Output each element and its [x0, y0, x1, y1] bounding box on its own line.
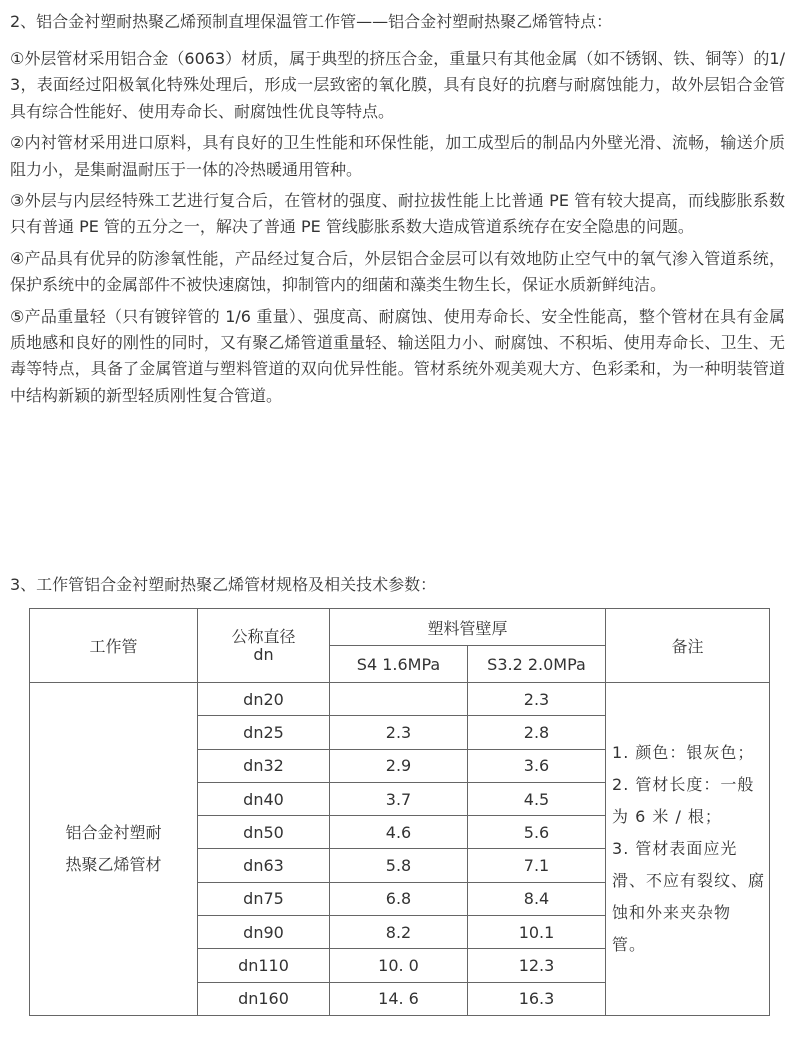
header-remarks: 备注 [606, 609, 770, 683]
feature-paragraph-5: ⑤产品重量轻（只有镀锌管的 1/6 重量）、强度高、耐腐蚀、使用寿命长、安全性能高，整个管材在具有金属质地感和良好的刚性的同时，又有聚乙烯管道重量轻、输送阻力小、耐腐蚀、不积垢、使用寿命长、卫生、无毒等特点，具备了金属管道与塑料管道的双向优异性能。管材系统外观美观大方、色彩柔和，为一种明装管道中结构新颖的新型轻质刚性复合管道。 [10, 306, 785, 405]
s32-cell: 7.1 [468, 849, 606, 882]
s32-cell: 2.8 [468, 716, 606, 749]
feature-paragraph-1: ①外层管材采用铝合金（6063）材质，属于典型的挤压合金，重量只有其他金属（如不锈钢、铁、铜等）的1/3，表面经过阳极氧化特殊处理后，形成一层致密的氧化膜，具有良好的抗磨与耐腐蚀能力，故外层铝合金管具有综合性能好、使用寿命长、耐腐蚀性优良等特点。 [10, 49, 785, 121]
s32-cell: 3.6 [468, 749, 606, 782]
remarks-cell [606, 683, 770, 1016]
dn-cell: dn75 [198, 882, 330, 915]
feature-paragraph-4: ④产品具有优异的防渗氧性能，产品经过复合后，外层铝合金层可以有效地防止空气中的氧气渗入管道系统，保护系统中的金属部件不被快速腐蚀，抑制管内的细菌和藻类生物生长，保证水质新鲜纯洁。 [10, 248, 785, 295]
remarks-line: 1. 颜色：银灰色； [612, 742, 755, 762]
dn-cell: dn63 [198, 849, 330, 882]
s4-cell: 2.9 [330, 749, 468, 782]
s32-cell: 16.3 [468, 982, 606, 1015]
header-nominal-diameter [198, 609, 330, 683]
feature-paragraph-2: ②内衬管材采用进口原料，具有良好的卫生性能和环保性能，加工成型后的制品内外壁光滑、流畅，输送介质阻力小，是集耐温耐压于一体的冷热暖通用管种。 [10, 133, 785, 179]
s32-cell: 8.4 [468, 882, 606, 915]
s32-cell: 10.1 [468, 916, 606, 949]
feature-paragraphs [10, 46, 785, 414]
section-3-heading: 3、工作管铝合金衬塑耐热聚乙烯管材规格及相关技术参数： [10, 575, 437, 594]
s4-cell: 14. 6 [330, 982, 468, 1015]
header-s4: S4 1.6MPa [330, 646, 468, 683]
s4-cell: 10. 0 [330, 949, 468, 982]
table-header-row [30, 609, 770, 646]
s32-cell: 5.6 [468, 816, 606, 849]
header-work-pipe: 工作管 [30, 609, 198, 683]
header-nominal-line1: 公称直径 [231, 626, 296, 646]
s4-cell: 4.6 [330, 816, 468, 849]
product-name-line2: 热聚乙烯管材 [65, 854, 162, 874]
s4-cell: 2.3 [330, 716, 468, 749]
s4-cell: 3.7 [330, 782, 468, 815]
dn-cell: dn160 [198, 982, 330, 1015]
s4-cell: 6.8 [330, 882, 468, 915]
s4-cell: 8.2 [330, 916, 468, 949]
dn-cell: dn40 [198, 782, 330, 815]
feature-paragraph-3: ③外层与内层经特殊工艺进行复合后，在管材的强度、耐拉拔性能上比普通 PE 管有较大提高，而线膨胀系数只有普通 PE 管的五分之一，解决了普通 PE 管线膨胀系数大造成管道系统存在安全隐患的问题。 [10, 191, 785, 237]
remarks-line: 为 6 米 / 根； [612, 806, 722, 826]
s4-cell [330, 683, 468, 716]
remarks-line: 滑、不应有裂纹、腐 [612, 870, 766, 890]
product-name-cell [30, 683, 198, 1016]
dn-cell: dn90 [198, 916, 330, 949]
header-s32: S3.2 2.0MPa [468, 646, 606, 683]
dn-cell: dn32 [198, 749, 330, 782]
s32-cell: 12.3 [468, 949, 606, 982]
table-row [30, 683, 770, 716]
dn-cell: dn110 [198, 949, 330, 982]
header-wall-thickness: 塑料管壁厚 [330, 609, 606, 646]
section-2-heading: 2、铝合金衬塑耐热聚乙烯预制直埋保温管工作管——铝合金衬塑耐热聚乙烯管特点： [10, 12, 613, 31]
remarks-line: 管。 [612, 934, 647, 954]
product-name-line1: 铝合金衬塑耐 [65, 822, 162, 842]
spec-table [29, 608, 770, 1016]
dn-cell: dn20 [198, 683, 330, 716]
remarks-line: 2. 管材长度：一般 [612, 774, 755, 794]
s32-cell: 2.3 [468, 683, 606, 716]
s32-cell: 4.5 [468, 782, 606, 815]
s4-cell: 5.8 [330, 849, 468, 882]
dn-cell: dn50 [198, 816, 330, 849]
dn-cell: dn25 [198, 716, 330, 749]
header-nominal-line2: dn [253, 644, 274, 664]
remarks-line: 3. 管材表面应光 [612, 838, 738, 858]
remarks-line: 蚀和外来夹杂物 [612, 902, 732, 922]
